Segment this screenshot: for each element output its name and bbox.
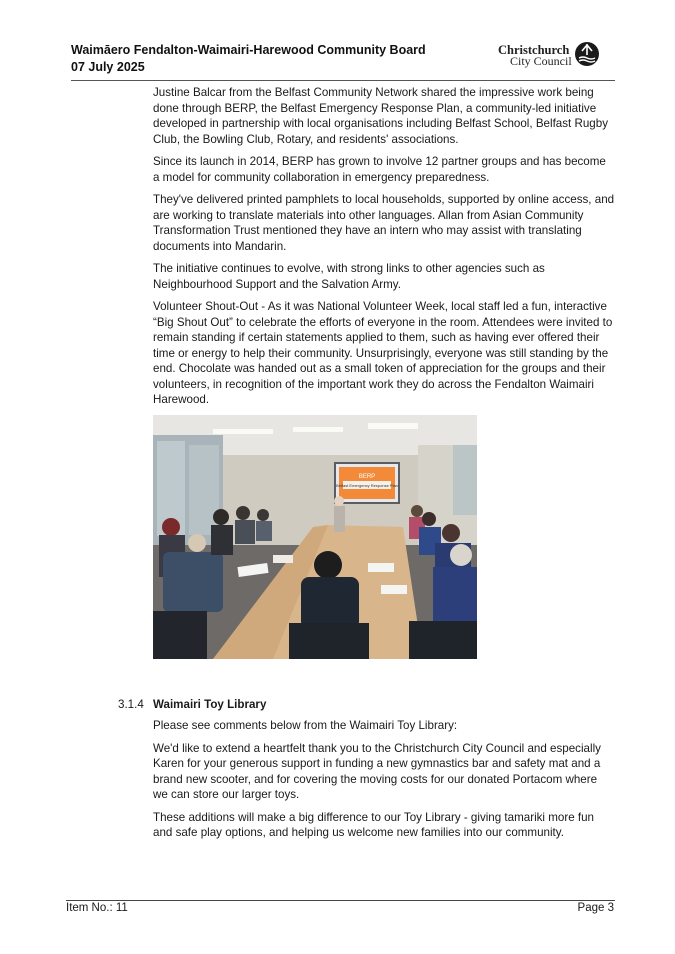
screen-title: Belfast Emergency Response Plan — [336, 483, 398, 488]
paragraph: Please see comments below from the Waimairi Toy Library: — [153, 719, 458, 732]
toy-library-section — [153, 718, 615, 848]
paragraph: The initiative continues to evolve, with strong links to other agencies such as Neighbourhood Support and the Salvation Army. — [153, 262, 545, 291]
paragraph: Volunteer Shout-Out - As it was National Volunteer Week, local staff led a fun, interactive “Big Shout Out” to celebrate the efforts of everyone in the room. Attendees were invited to remain standing if certain statements applied to them, such as having ever offered their time or energy to help their community. Unsurprisingly, everyone was still standing by the end. Chocolate was handed out as a small token of appreciation for the groups and their volunteers, in recognition of the important work they do across the Fendalton Waimairi Harewood. — [153, 300, 613, 406]
paragraph: We'd like to extend a heartfelt thank you to the Christchurch City Council and especially Karen for your generous support in funding a new gymnastics bar and safety mat and a brand new scooter, and for covering the moving costs for our donated Portacom where we can store our larger toys. — [153, 741, 601, 801]
meeting-photo — [153, 415, 477, 659]
logo-text-line2: City Council — [510, 54, 572, 68]
page-number: Page 3 — [577, 902, 614, 914]
section-number: 3.1.4 — [118, 698, 144, 711]
paragraph: They've delivered printed pamphlets to local households, supported by online access, and are working to translate materials into other languages. Allan from Asian Community Transformation Trust mentioned they have an intern who may assist with translating documents into Mandarin. — [153, 193, 615, 253]
page-header — [71, 40, 611, 80]
meeting-room-image — [153, 415, 477, 659]
meeting-date: 07 July 2025 — [71, 60, 145, 74]
paragraph: Justine Balcar from the Belfast Community Network shared the impressive work being done through BERP, the Belfast Emergency Response Plan, a community-led initiative developed in partnership with local organisations including Belfast School, Belfast Rugby Club, the Bowling Club, Rotary, and residents' associations. — [153, 86, 609, 146]
section-title: Waimairi Toy Library — [153, 698, 267, 711]
council-logo — [498, 40, 608, 70]
council-emblem-icon — [574, 41, 600, 67]
header-divider — [71, 80, 615, 81]
screen-badge: BERP — [358, 474, 376, 480]
board-title: Waimāero Fendalton-Waimairi-Harewood Community Board — [71, 43, 426, 57]
paragraph: These additions will make a big difference to our Toy Library - giving tamariki more fun and safe play options, and helping us welcome new families into our community. — [153, 810, 594, 839]
footer-divider — [66, 900, 615, 901]
item-number: Item No.: 11 — [66, 902, 128, 914]
berp-section — [153, 85, 615, 415]
paragraph: Since its launch in 2014, BERP has grown to involve 12 partner groups and has become a model for community collaboration in emergency preparedness. — [153, 155, 606, 184]
logo-text-line1: Christchurch — [498, 43, 570, 57]
